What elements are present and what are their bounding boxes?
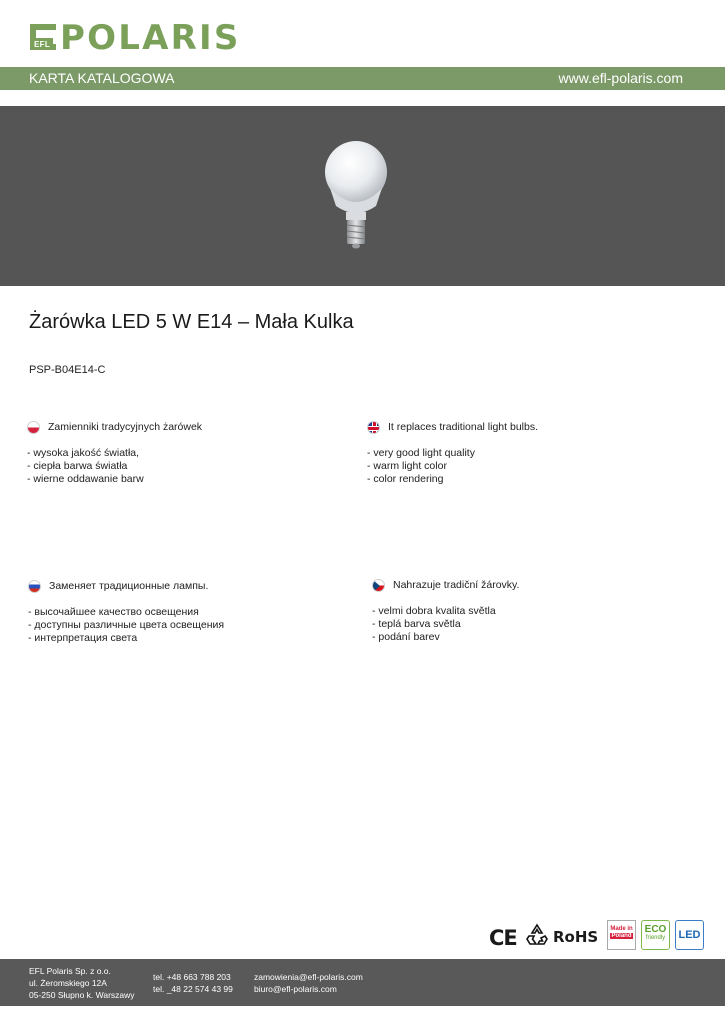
ce-mark-icon: CE <box>489 926 517 950</box>
logo-prefix: EFL <box>34 40 51 49</box>
description-ru <box>28 580 224 645</box>
description-pl <box>27 421 203 486</box>
email-addresses <box>254 971 363 995</box>
phone-number[interactable]: tel. _48 22 574 43 99 <box>153 984 233 994</box>
company-name: EFL Polaris Sp. z o.o. <box>29 966 111 976</box>
list-item: - доступны различные цвета освещения <box>28 619 225 631</box>
description-en <box>367 421 538 486</box>
list-item: - teplá barva světla <box>372 618 461 630</box>
list-item: - very good light quality <box>367 447 475 459</box>
footer <box>0 959 725 1006</box>
description-heading: Nahrazuje tradiční žárovky. <box>393 579 520 591</box>
website-link[interactable]: www.efl-polaris.com <box>558 70 683 86</box>
email-link[interactable]: biuro@efl-polaris.com <box>254 984 337 994</box>
led-badge: LED <box>675 920 704 950</box>
recycle-icon <box>525 923 549 947</box>
led-bulb-image <box>320 138 400 253</box>
description-heading: Заменяет традиционные лампы. <box>49 580 209 592</box>
phone-number[interactable]: tel. +48 663 788 203 <box>153 972 231 982</box>
brand-logo <box>28 18 290 58</box>
document-type-label: KARTA KATALOGOWA <box>29 70 175 86</box>
email-link[interactable]: zamowienia@efl-polaris.com <box>254 972 363 982</box>
made-in-poland-badge <box>607 920 636 950</box>
logo-wordmark: POLARIS <box>60 18 241 58</box>
description-heading: Zamienniki tradycyjnych żarówek <box>48 421 203 433</box>
product-image-panel <box>0 106 725 286</box>
rohs-mark: RoHS <box>553 928 599 946</box>
flag-cz-icon <box>372 579 385 592</box>
list-item: - ciepła barwa światła <box>27 460 128 472</box>
list-item: - velmi dobra kvalita světla <box>372 605 496 617</box>
city-address: 05-250 Słupno k. Warszawy <box>29 990 135 1000</box>
list-item: - wysoka jakość światła, <box>27 447 140 459</box>
country-label: Poland <box>611 933 632 939</box>
list-item: - высочайшее качество освещения <box>28 606 199 618</box>
list-item: - wierne oddawanie barw <box>27 473 144 485</box>
friendly-label: friendly <box>645 935 666 941</box>
flag-ru-icon <box>28 580 41 593</box>
eco-label: ECO <box>644 924 667 935</box>
header-band <box>0 67 725 90</box>
list-item: - warm light color <box>367 460 447 472</box>
eco-friendly-badge <box>641 920 670 950</box>
description-cz <box>372 579 520 644</box>
product-title: Żarówka LED 5 W E14 – Mała Kulka <box>29 311 354 333</box>
made-in-label: Made in <box>610 926 633 932</box>
company-address <box>29 965 135 1001</box>
flag-pl-icon <box>27 421 40 434</box>
product-code: PSP-B04E14-C <box>29 364 106 376</box>
description-heading: It replaces traditional light bulbs. <box>388 421 538 433</box>
flag-gb-icon <box>367 421 380 434</box>
phone-numbers <box>153 971 233 995</box>
street-address: ul. Żeromskiego 12A <box>29 978 107 988</box>
list-item: - color rendering <box>367 473 444 485</box>
list-item: - podání barev <box>372 631 440 643</box>
list-item: - интерпретация света <box>28 632 138 644</box>
